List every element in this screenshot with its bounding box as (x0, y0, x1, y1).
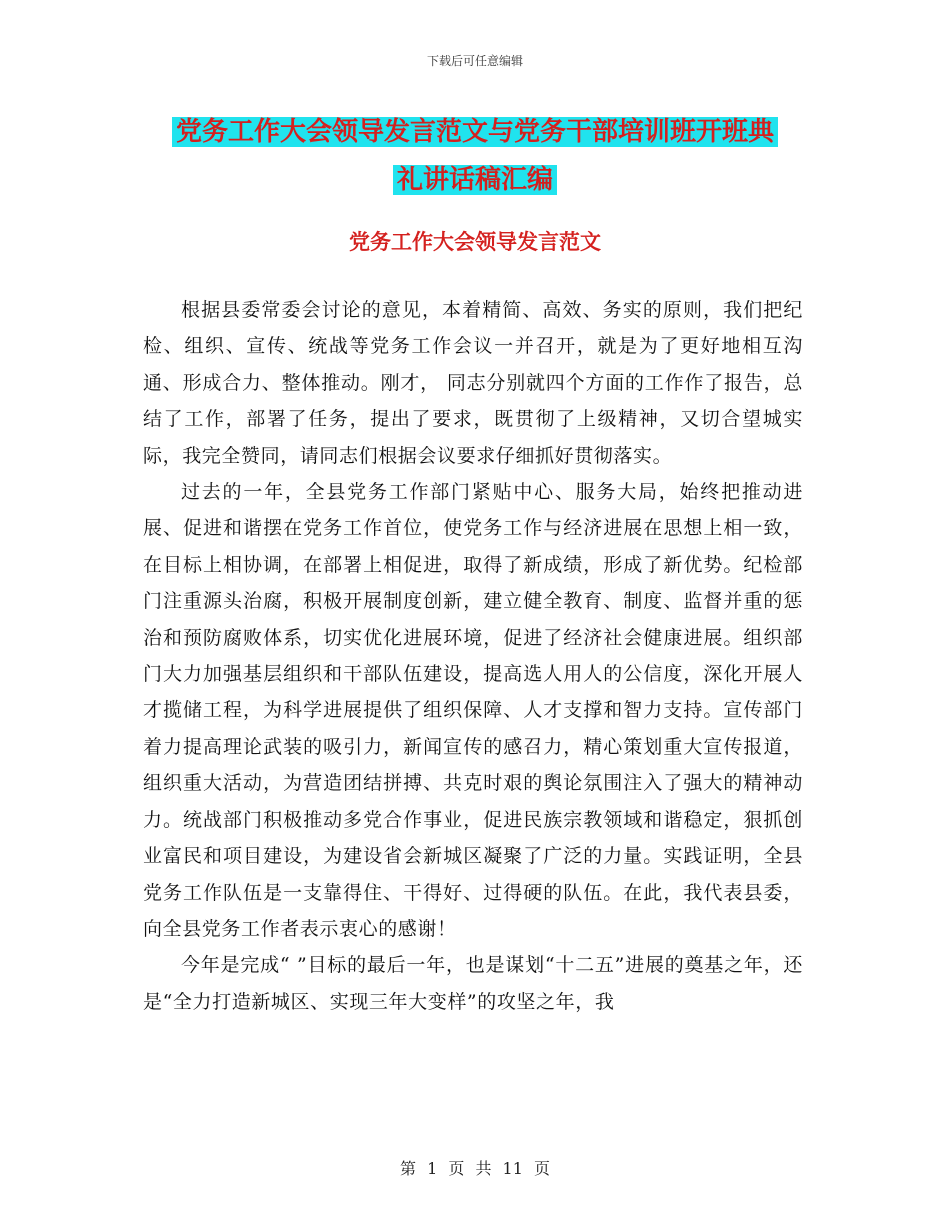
paragraph: 过去的一年，全县党务工作部门紧贴中心、服务大局，始终把推动进展、促进和谐摆在党务工作首位，使党务工作与经济进展在思想上相一致，在目标上相协调，在部署上相促进，取得了新成绩，形成了新优势。纪检部门注重源头治腐，积极开展制度创新，建立健全教育、制度、监督并重的惩治和预防腐败体系，切实优化进展环境，促进了经济社会健康进展。组织部门大力加强基层组织和干部队伍建设，提高选人用人的公信度，深化开展人才揽储工程，为科学进展提供了组织保障、人才支撑和智力支持。宣传部门着力提高理论武装的吸引力，新闻宣传的感召力，精心策划重大宣传报道，组织重大活动，为营造团结拼搏、共克时艰的舆论氛围注入了强大的精神动力。统战部门积极推动多党合作事业，促进民族宗教领域和谐稳定，狠抓创业富民和项目建设，为建设省会新城区凝聚了广泛的力量。实践证明，全县党务工作队伍是一支靠得住、干得好、过得硬的队伍。在此，我代表县委，向全县党务工作者表示衷心的感谢！ (143, 481, 803, 940)
paragraph: 今年是完成“ ”目标的最后一年，也是谋划“十二五”进展的奠基之年，还是“全力打造新城区、实现三年大变样”的攻坚之年，我 (143, 954, 803, 1013)
title-line-1: 党务工作大会领导发言范文与党务干部培训班开班典 (172, 117, 778, 147)
header-note: 下载后可任意编辑 (426, 54, 523, 68)
document-title (140, 108, 810, 204)
paragraph: 根据县委常委会讨论的意见，本着精简、高效、务实的原则，我们把纪检、组织、宣传、统战等党务工作会议一并召开，就是为了更好地相互沟通、形成合力、整体推动。刚才， 同志分别就四个方面的工作作了报告，总结了工作，部署了任务，提出了要求，既贯彻了上级精神，又切合望城实际，我完全赞同，请同志们根据会议要求仔细抓好贯彻落实。 (143, 299, 803, 467)
title-line-2: 礼讲话稿汇编 (393, 165, 557, 195)
section-heading: 党务工作大会领导发言范文 (349, 230, 601, 254)
page-footer: 第 1 页 共 11 页 (400, 1159, 550, 1178)
body-text (143, 292, 803, 1020)
